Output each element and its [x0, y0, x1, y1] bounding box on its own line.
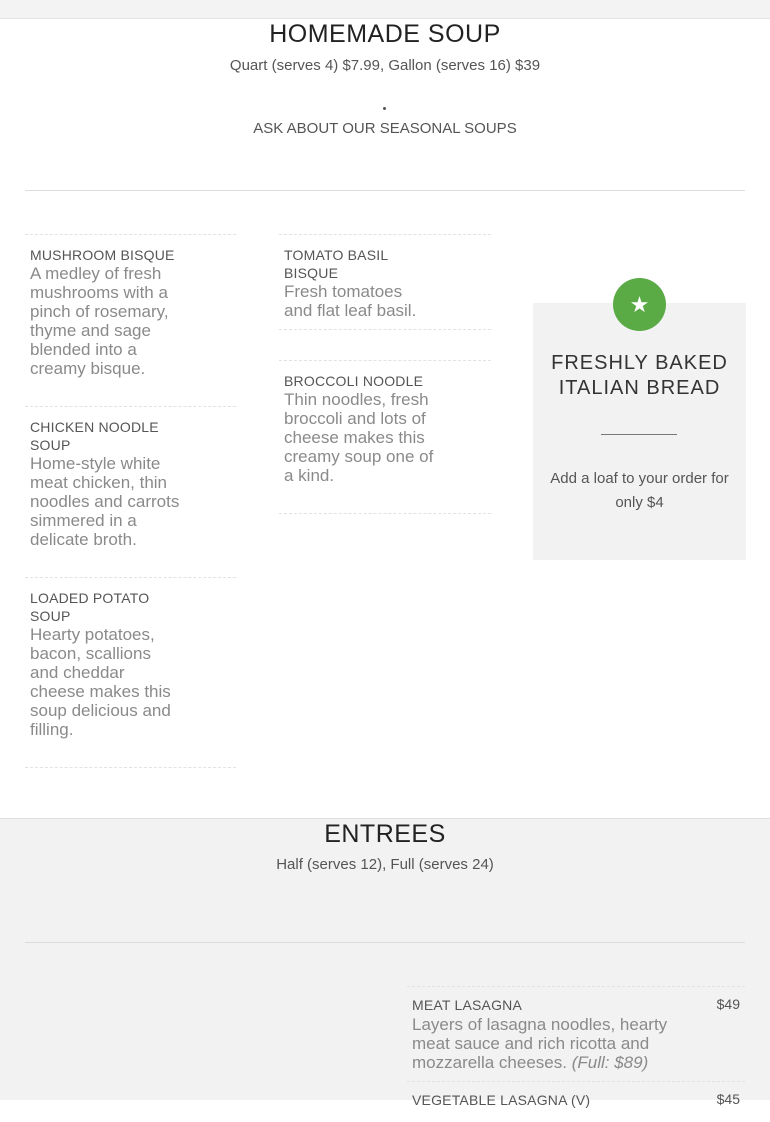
- menu-item[interactable]: [407, 986, 745, 1082]
- menu-item-price: $49: [716, 996, 740, 1012]
- menu-item-name: LOADED POTATO SOUP: [30, 590, 150, 624]
- menu-item-name: TOMATO BASIL BISQUE: [284, 247, 388, 281]
- divider-dot: [383, 107, 386, 110]
- seasonal-soups-note: ASK ABOUT OUR SEASONAL SOUPS: [253, 120, 517, 137]
- menu-item-description: Thin noodles, fresh broccoli and lots of cheese makes this creamy soup one of a kind.: [284, 390, 434, 485]
- menu-item[interactable]: [25, 577, 236, 768]
- promo-text: Add a loaf to your order for only $4: [550, 470, 729, 511]
- section-divider: [25, 190, 745, 191]
- item-divider: [279, 329, 491, 331]
- menu-item[interactable]: [279, 360, 491, 514]
- menu-item-name: VEGETABLE LASAGNA (V): [412, 1092, 591, 1108]
- full-price-note: (Full: $89): [571, 1053, 649, 1072]
- menu-item-name: MUSHROOM BISQUE: [30, 247, 175, 263]
- item-divider: [279, 513, 491, 515]
- menu-item-description: Fresh tomatoes and flat leaf basil.: [284, 282, 417, 320]
- menu-item-description: Hearty potatoes, bacon, scallions and cheddar cheese makes this soup delicious and filling.: [30, 625, 171, 739]
- promo-title: FRESHLY BAKED ITALIAN BREAD: [551, 352, 728, 399]
- menu-item-price: $45: [716, 1091, 740, 1107]
- menu-item[interactable]: [407, 1081, 745, 1122]
- soup-section-title: HOMEMADE SOUP: [269, 20, 501, 48]
- menu-item-description: Home-style white meat chicken, thin noodles and carrots simmered in a delicate broth.: [30, 454, 180, 549]
- menu-item-description: A medley of fresh mushrooms with a pinch of rosemary, thyme and sage blended into a creamy bisque.: [30, 264, 169, 378]
- bread-promo-card: [533, 303, 746, 560]
- menu-item-name: BROCCOLI NOODLE: [284, 373, 424, 389]
- entrees-section-title: ENTREES: [324, 820, 446, 848]
- top-bar: [0, 0, 770, 19]
- menu-item[interactable]: [25, 234, 236, 407]
- menu-item[interactable]: [279, 234, 491, 330]
- menu-item[interactable]: [25, 406, 236, 578]
- section-divider: [25, 942, 745, 943]
- menu-item-description: [412, 1015, 692, 1072]
- star-icon: ★: [613, 278, 666, 331]
- promo-separator: [601, 434, 677, 435]
- menu-item-name: MEAT LASAGNA: [412, 997, 523, 1013]
- entrees-section-subtitle: Half (serves 12), Full (serves 24): [276, 856, 494, 873]
- soup-section-subtitle: Quart (serves 4) $7.99, Gallon (serves 16) $39: [229, 57, 541, 74]
- menu-item-name: CHICKEN NOODLE SOUP: [30, 419, 159, 453]
- menu-item-description-text: Layers of lasagna noodles, hearty meat sauce and rich ricotta and mozzarella cheeses.: [412, 1015, 668, 1072]
- item-divider: [25, 767, 236, 769]
